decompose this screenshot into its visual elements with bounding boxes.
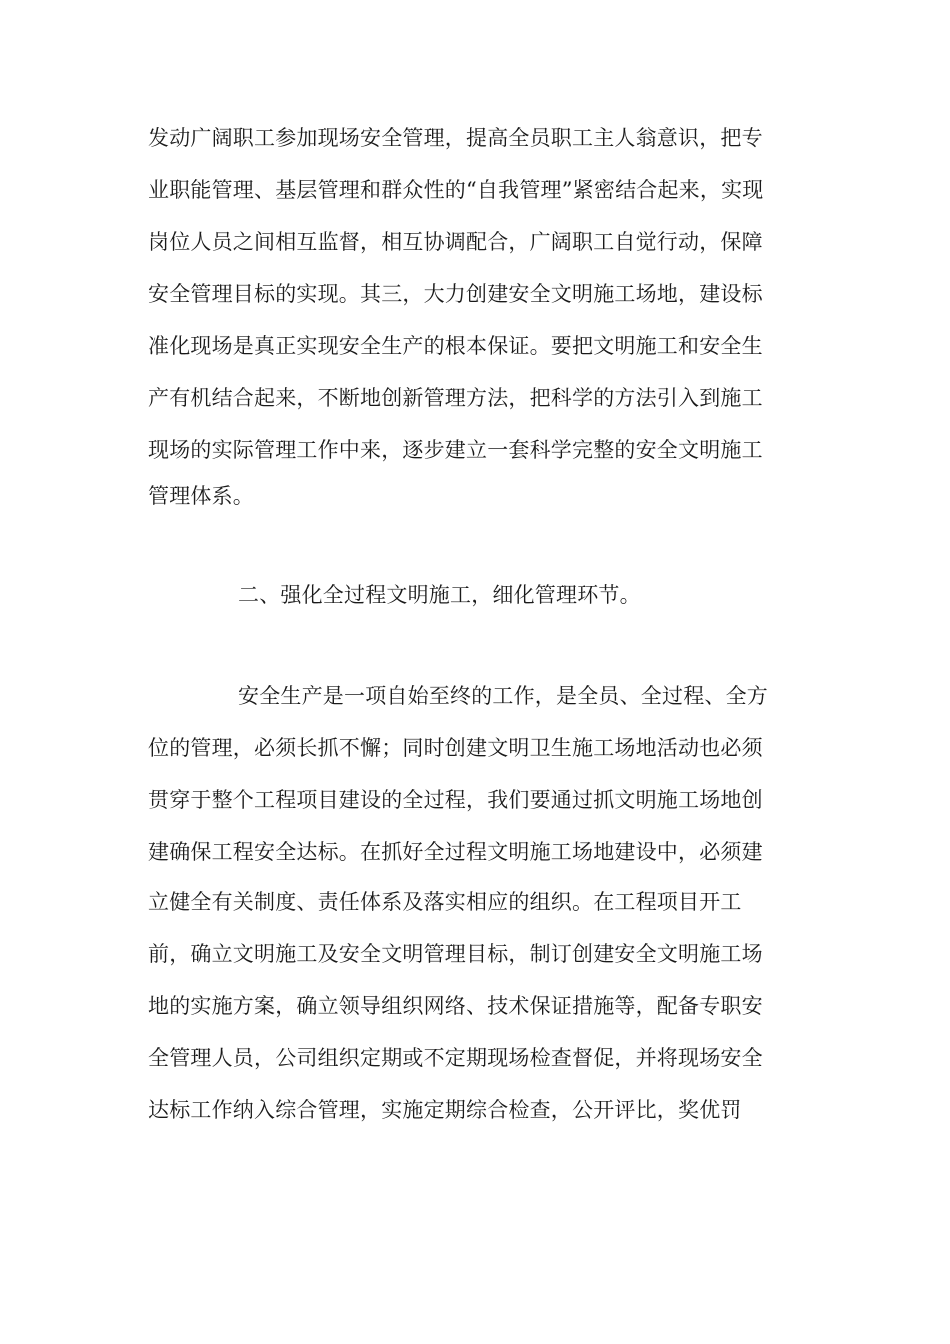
paragraph-2-line-9: 达标工作纳入综合管理，实施定期综合检查，公开评比，奖优罚 xyxy=(148,1098,742,1122)
paragraph-1-line-2: 业职能管理、基层管理和群众性的“自我管理”紧密结合起来，实现 xyxy=(148,178,764,202)
paragraph-1-line-3: 岗位人员之间相互监督，相互协调配合，广阔职工自觉行动，保障 xyxy=(148,230,763,254)
paragraph-2-line-3: 贯穿于整个工程项目建设的全过程，我们要通过抓文明施工场地创 xyxy=(148,788,763,812)
paragraph-2-line-2: 位的管理，必须长抓不懈；同时创建文明卫生施工场地活动也必须 xyxy=(148,736,763,760)
paragraph-2-line-8: 全管理人员，公司组织定期或不定期现场检查督促，并将现场安全 xyxy=(148,1046,763,1070)
paragraph-2-line-6: 前，确立文明施工及安全文明管理目标，制订创建安全文明施工场 xyxy=(148,942,763,966)
paragraph-2-line-4: 建确保工程安全达标。在抓好全过程文明施工场地建设中，必须建 xyxy=(148,840,763,864)
paragraph-2-line-5: 立健全有关制度、责任体系及落实相应的组织。在工程项目开工 xyxy=(148,890,742,914)
paragraph-1-line-7: 现场的实际管理工作中来，逐步建立一套科学完整的安全文明施工 xyxy=(148,438,763,462)
paragraph-1-line-1: 发动广阔职工参加现场安全管理，提高全员职工主人翁意识，把专 xyxy=(148,126,763,150)
paragraph-1-line-4: 安全管理目标的实现。其三，大力创建安全文明施工场地，建设标 xyxy=(148,282,763,306)
paragraph-1-line-8: 管理体系。 xyxy=(148,484,254,508)
section-heading: 二、强化全过程文明施工，细化管理环节。 xyxy=(238,583,641,607)
paragraph-1-line-5: 准化现场是真正实现安全生产的根本保证。要把文明施工和安全生 xyxy=(148,334,763,358)
paragraph-1-line-6: 产有机结合起来，不断地创新管理方法，把科学的方法引入到施工 xyxy=(148,386,763,410)
paragraph-2-line-7: 地的实施方案，确立领导组织网络、技术保证措施等，配备专职安 xyxy=(148,994,763,1018)
paragraph-2-line-1: 安全生产是一项自始至终的工作，是全员、全过程、全方 xyxy=(238,684,768,708)
